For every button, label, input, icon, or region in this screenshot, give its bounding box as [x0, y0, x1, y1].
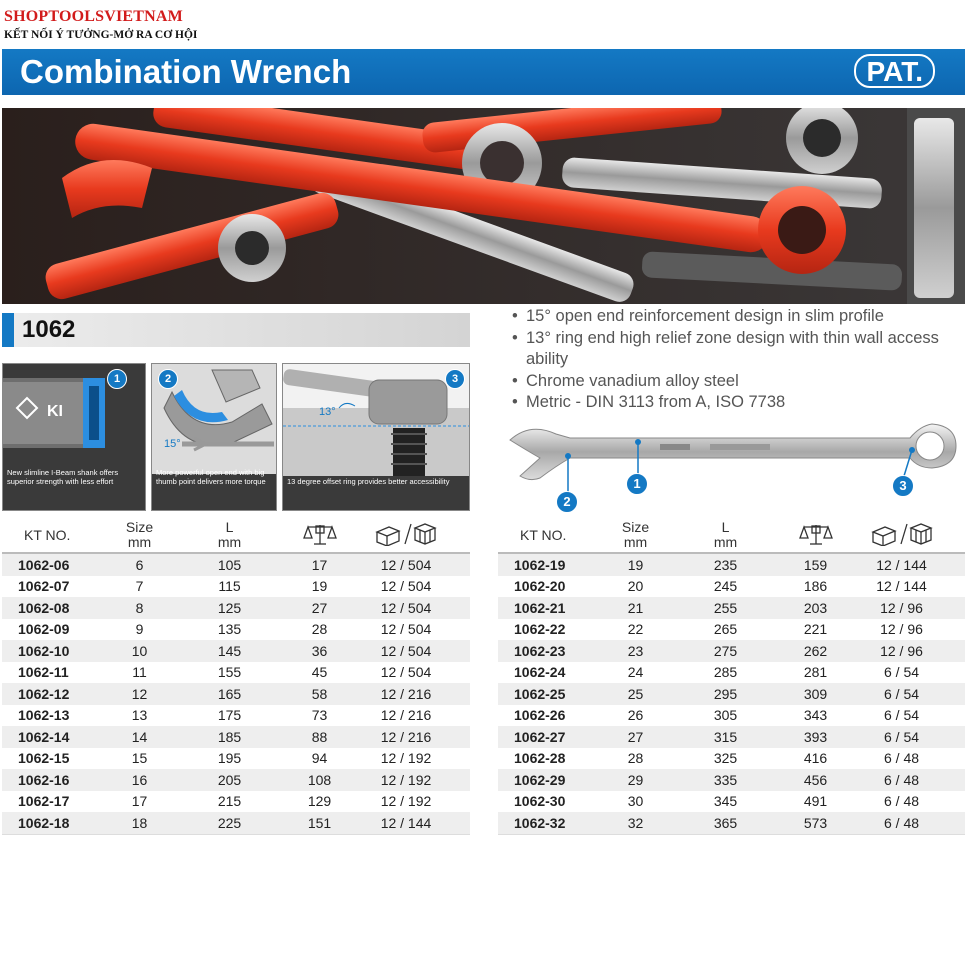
table-row — [498, 791, 965, 813]
weight-cell: 27 — [297, 597, 342, 619]
table-row — [498, 812, 965, 834]
panel-number-badge: 2 — [158, 369, 178, 389]
size-header: Size mm — [613, 518, 658, 553]
pack-cell: 6 / 54 — [838, 726, 965, 748]
weight-cell: 221 — [803, 621, 828, 638]
size-cell: 17 — [131, 793, 148, 810]
length-cell: 255 — [658, 597, 793, 619]
table-row — [2, 576, 470, 598]
size-cell: 18 — [117, 812, 162, 834]
size-cell: 24 — [627, 664, 644, 681]
size-cell: 27 — [613, 726, 658, 748]
size-cell: 16 — [117, 769, 162, 791]
size-cell: 13 — [131, 707, 148, 724]
pack-cell: 6 / 48 — [838, 812, 965, 834]
wrench-pile-illustration — [2, 108, 965, 304]
table-row — [2, 769, 470, 791]
size-cell: 32 — [613, 812, 658, 834]
kt-no-cell: 1062-30 — [514, 793, 566, 810]
box-package-icon — [375, 522, 437, 546]
pack-cell: 12 / 216 — [342, 726, 470, 748]
scale-icon — [303, 522, 337, 546]
kt-no-cell: 1062-27 — [498, 726, 613, 748]
size-cell: 10 — [117, 640, 162, 662]
kt-no-cell: 1062-22 — [514, 621, 566, 638]
weight-cell: 309 — [793, 683, 838, 705]
panel-number-badge: 3 — [445, 369, 465, 389]
weight-cell: 73 — [311, 707, 328, 724]
length-cell: 325 — [713, 750, 738, 767]
pack-cell: 6 / 48 — [838, 769, 965, 791]
length-cell: 285 — [713, 664, 738, 681]
length-cell: 105 — [162, 553, 297, 576]
pack-cell: 12 / 144 — [342, 812, 470, 834]
kt-no-cell: 1062-28 — [514, 750, 566, 767]
offset-ring-icon — [283, 364, 469, 476]
pack-cell: 12 / 192 — [342, 769, 470, 791]
pack-cell: 12 / 504 — [342, 553, 470, 576]
size-cell: 26 — [627, 707, 644, 724]
kt-no-cell: 1062-21 — [498, 597, 613, 619]
pack-cell: 6 / 54 — [883, 707, 920, 724]
callout-badge: 1 — [626, 473, 648, 495]
weight-cell: 491 — [803, 793, 828, 810]
length-cell: 155 — [217, 664, 242, 681]
kt-no-cell: 1062-23 — [498, 640, 613, 662]
size-cell: 12 — [117, 683, 162, 705]
spec-table-right — [498, 518, 965, 835]
size-cell: 9 — [135, 621, 144, 638]
panel-number-badge: 1 — [107, 369, 127, 389]
length-cell: 205 — [162, 769, 297, 791]
patent-badge: PAT. — [854, 54, 935, 88]
pack-cell: 12 / 192 — [380, 793, 432, 810]
table-row — [2, 619, 470, 641]
size-cell: 7 — [135, 578, 144, 595]
pack-cell: 12 / 504 — [342, 597, 470, 619]
length-cell: 245 — [713, 578, 738, 595]
feature-item: • Metric - DIN 3113 from A, ISO 7738 — [510, 392, 965, 414]
length-cell: 185 — [162, 726, 297, 748]
table-row — [498, 683, 965, 705]
wrench-diagram — [500, 418, 960, 518]
length-cell: 315 — [658, 726, 793, 748]
size-cell: 22 — [627, 621, 644, 638]
length-cell: 215 — [217, 793, 242, 810]
table-row — [2, 662, 470, 684]
table-row — [498, 726, 965, 748]
length-cell: 225 — [162, 812, 297, 834]
kt-no-header: KT NO. — [498, 518, 613, 553]
weight-cell: 28 — [311, 621, 328, 638]
size-cell: 28 — [627, 750, 644, 767]
weight-cell: 186 — [803, 578, 828, 595]
pack-cell: 12 / 504 — [342, 640, 470, 662]
panel-caption: 13 degree offset ring provides better accessibility — [287, 477, 450, 486]
feature-panel-3 — [282, 363, 470, 511]
table-row — [498, 619, 965, 641]
table-row — [2, 597, 470, 619]
weight-cell: 19 — [311, 578, 328, 595]
table-row — [498, 705, 965, 727]
size-cell: 29 — [613, 769, 658, 791]
scale-icon — [799, 522, 833, 546]
weight-cell: 203 — [793, 597, 838, 619]
pack-cell: 12 / 216 — [342, 683, 470, 705]
pack-cell: 12 / 96 — [838, 597, 965, 619]
table-row — [498, 662, 965, 684]
weight-cell: 17 — [297, 553, 342, 576]
brand-name: SHOPTOOLSVIETNAM — [4, 8, 183, 25]
panel-caption: More powerful open end with big thumb point delivers more torque — [156, 468, 266, 486]
box-package-icon — [871, 522, 933, 546]
pack-cell: 12 / 504 — [380, 664, 432, 681]
product-photo — [2, 108, 965, 304]
kt-no-cell: 1062-14 — [2, 726, 117, 748]
table-row — [498, 576, 965, 598]
weight-cell: 393 — [793, 726, 838, 748]
pack-cell: 6 / 54 — [883, 664, 920, 681]
table-row — [2, 640, 470, 662]
length-cell: 135 — [217, 621, 242, 638]
page-title: Combination Wrench — [20, 53, 352, 90]
table-row — [2, 791, 470, 813]
size-header: Size mm — [117, 518, 162, 553]
kt-no-cell: 1062-11 — [18, 664, 69, 681]
feature-panel-1 — [2, 363, 146, 511]
callout-badge: 2 — [556, 491, 578, 513]
length-cell: 305 — [713, 707, 738, 724]
pack-cell: 12 / 216 — [380, 707, 432, 724]
table-row — [2, 683, 470, 705]
kt-no-cell: 1062-12 — [2, 683, 117, 705]
size-cell: 11 — [132, 664, 147, 681]
kt-no-cell: 1062-25 — [498, 683, 613, 705]
size-cell: 6 — [117, 553, 162, 576]
weight-cell: 58 — [297, 683, 342, 705]
table-row — [498, 597, 965, 619]
pack-cell: 12 / 504 — [380, 578, 432, 595]
length-cell: 235 — [658, 553, 793, 576]
pack-cell: 6 / 54 — [838, 683, 965, 705]
svg-text:KI: KI — [47, 403, 63, 420]
pack-cell: 12 / 144 — [838, 553, 965, 576]
spec-table-left — [2, 518, 470, 835]
angle-label: 13° — [319, 406, 336, 418]
length-cell: 365 — [658, 812, 793, 834]
kt-no-cell: 1062-07 — [18, 578, 70, 595]
kt-no-cell: 1062-19 — [498, 553, 613, 576]
kt-no-cell: 1062-32 — [498, 812, 613, 834]
size-cell: 8 — [117, 597, 162, 619]
pack-cell: 12 / 192 — [380, 750, 432, 767]
length-cell: 345 — [713, 793, 738, 810]
weight-cell: 456 — [793, 769, 838, 791]
model-number: 1062 — [22, 316, 76, 343]
feature-item: • Chrome vanadium alloy steel — [510, 371, 965, 393]
angle-label: 15° — [164, 438, 181, 450]
feature-panel-2 — [151, 363, 277, 511]
weight-cell: 45 — [311, 664, 328, 681]
pack-cell: 6 / 48 — [883, 750, 920, 767]
length-cell: 145 — [162, 640, 297, 662]
size-cell: 21 — [613, 597, 658, 619]
size-cell: 19 — [613, 553, 658, 576]
kt-no-cell: 1062-13 — [18, 707, 70, 724]
length-cell: 335 — [658, 769, 793, 791]
kt-no-cell: 1062-29 — [498, 769, 613, 791]
title-bar — [2, 49, 965, 95]
kt-no-cell: 1062-08 — [2, 597, 117, 619]
weight-cell: 262 — [793, 640, 838, 662]
kt-no-header: KT NO. — [2, 518, 117, 553]
kt-no-cell: 1062-10 — [2, 640, 117, 662]
kt-no-cell: 1062-09 — [18, 621, 70, 638]
length-cell: 175 — [217, 707, 242, 724]
kt-no-cell: 1062-18 — [2, 812, 117, 834]
length-header: L mm — [162, 518, 297, 553]
brand-tagline: KẾT NỐI Ý TƯỞNG-MỞ RA CƠ HỘI — [4, 29, 198, 41]
weight-cell: 159 — [793, 553, 838, 576]
kt-no-cell: 1062-06 — [2, 553, 117, 576]
length-cell: 125 — [162, 597, 297, 619]
pack-header — [838, 518, 965, 553]
length-header: L mm — [658, 518, 793, 553]
model-bar — [2, 313, 470, 347]
kt-no-cell: 1062-20 — [514, 578, 566, 595]
weight-cell: 94 — [311, 750, 328, 767]
weight-cell: 129 — [307, 793, 332, 810]
kt-no-cell: 1062-16 — [2, 769, 117, 791]
weight-cell: 416 — [803, 750, 828, 767]
pack-cell: 6 / 48 — [883, 793, 920, 810]
model-accent — [2, 313, 14, 347]
pack-header — [342, 518, 470, 553]
table-header-row — [2, 518, 470, 553]
pack-cell: 12 / 504 — [380, 621, 432, 638]
kt-no-cell: 1062-15 — [18, 750, 70, 767]
weight-header — [297, 518, 342, 553]
panel-caption: New slimline I-Beam shank offers superior strength with less effort — [7, 468, 119, 486]
table-row — [2, 812, 470, 834]
weight-cell: 573 — [793, 812, 838, 834]
size-cell: 23 — [613, 640, 658, 662]
size-cell: 25 — [613, 683, 658, 705]
kt-no-cell: 1062-24 — [514, 664, 566, 681]
table-row — [498, 640, 965, 662]
feature-item: • 13° ring end high relief zone design with thin wall access ability — [510, 328, 965, 371]
kt-no-cell: 1062-17 — [18, 793, 70, 810]
feature-item: • 15° open end reinforcement design in slim profile — [510, 306, 965, 328]
kt-no-cell: 1062-26 — [514, 707, 566, 724]
size-cell: 30 — [627, 793, 644, 810]
table-row — [2, 726, 470, 748]
pack-cell: 12 / 96 — [880, 621, 923, 638]
feature-list — [510, 306, 965, 414]
callout-badge: 3 — [892, 475, 914, 497]
weight-cell: 108 — [297, 769, 342, 791]
table-header-row — [498, 518, 965, 553]
size-cell: 14 — [117, 726, 162, 748]
weight-cell: 88 — [297, 726, 342, 748]
weight-cell: 36 — [297, 640, 342, 662]
table-row — [2, 553, 470, 576]
table-row — [2, 705, 470, 727]
length-cell: 295 — [658, 683, 793, 705]
length-cell: 275 — [658, 640, 793, 662]
length-cell: 195 — [217, 750, 242, 767]
weight-header — [793, 518, 838, 553]
length-cell: 165 — [162, 683, 297, 705]
size-cell: 15 — [131, 750, 148, 767]
pack-cell: 12 / 96 — [838, 640, 965, 662]
size-cell: 20 — [627, 578, 644, 595]
table-row — [2, 748, 470, 770]
table-row — [498, 553, 965, 576]
pack-cell: 12 / 144 — [876, 578, 927, 595]
weight-cell: 343 — [803, 707, 828, 724]
table-row — [498, 748, 965, 770]
length-cell: 265 — [713, 621, 738, 638]
length-cell: 115 — [218, 578, 241, 595]
table-row — [498, 769, 965, 791]
weight-cell: 281 — [803, 664, 828, 681]
weight-cell: 151 — [297, 812, 342, 834]
